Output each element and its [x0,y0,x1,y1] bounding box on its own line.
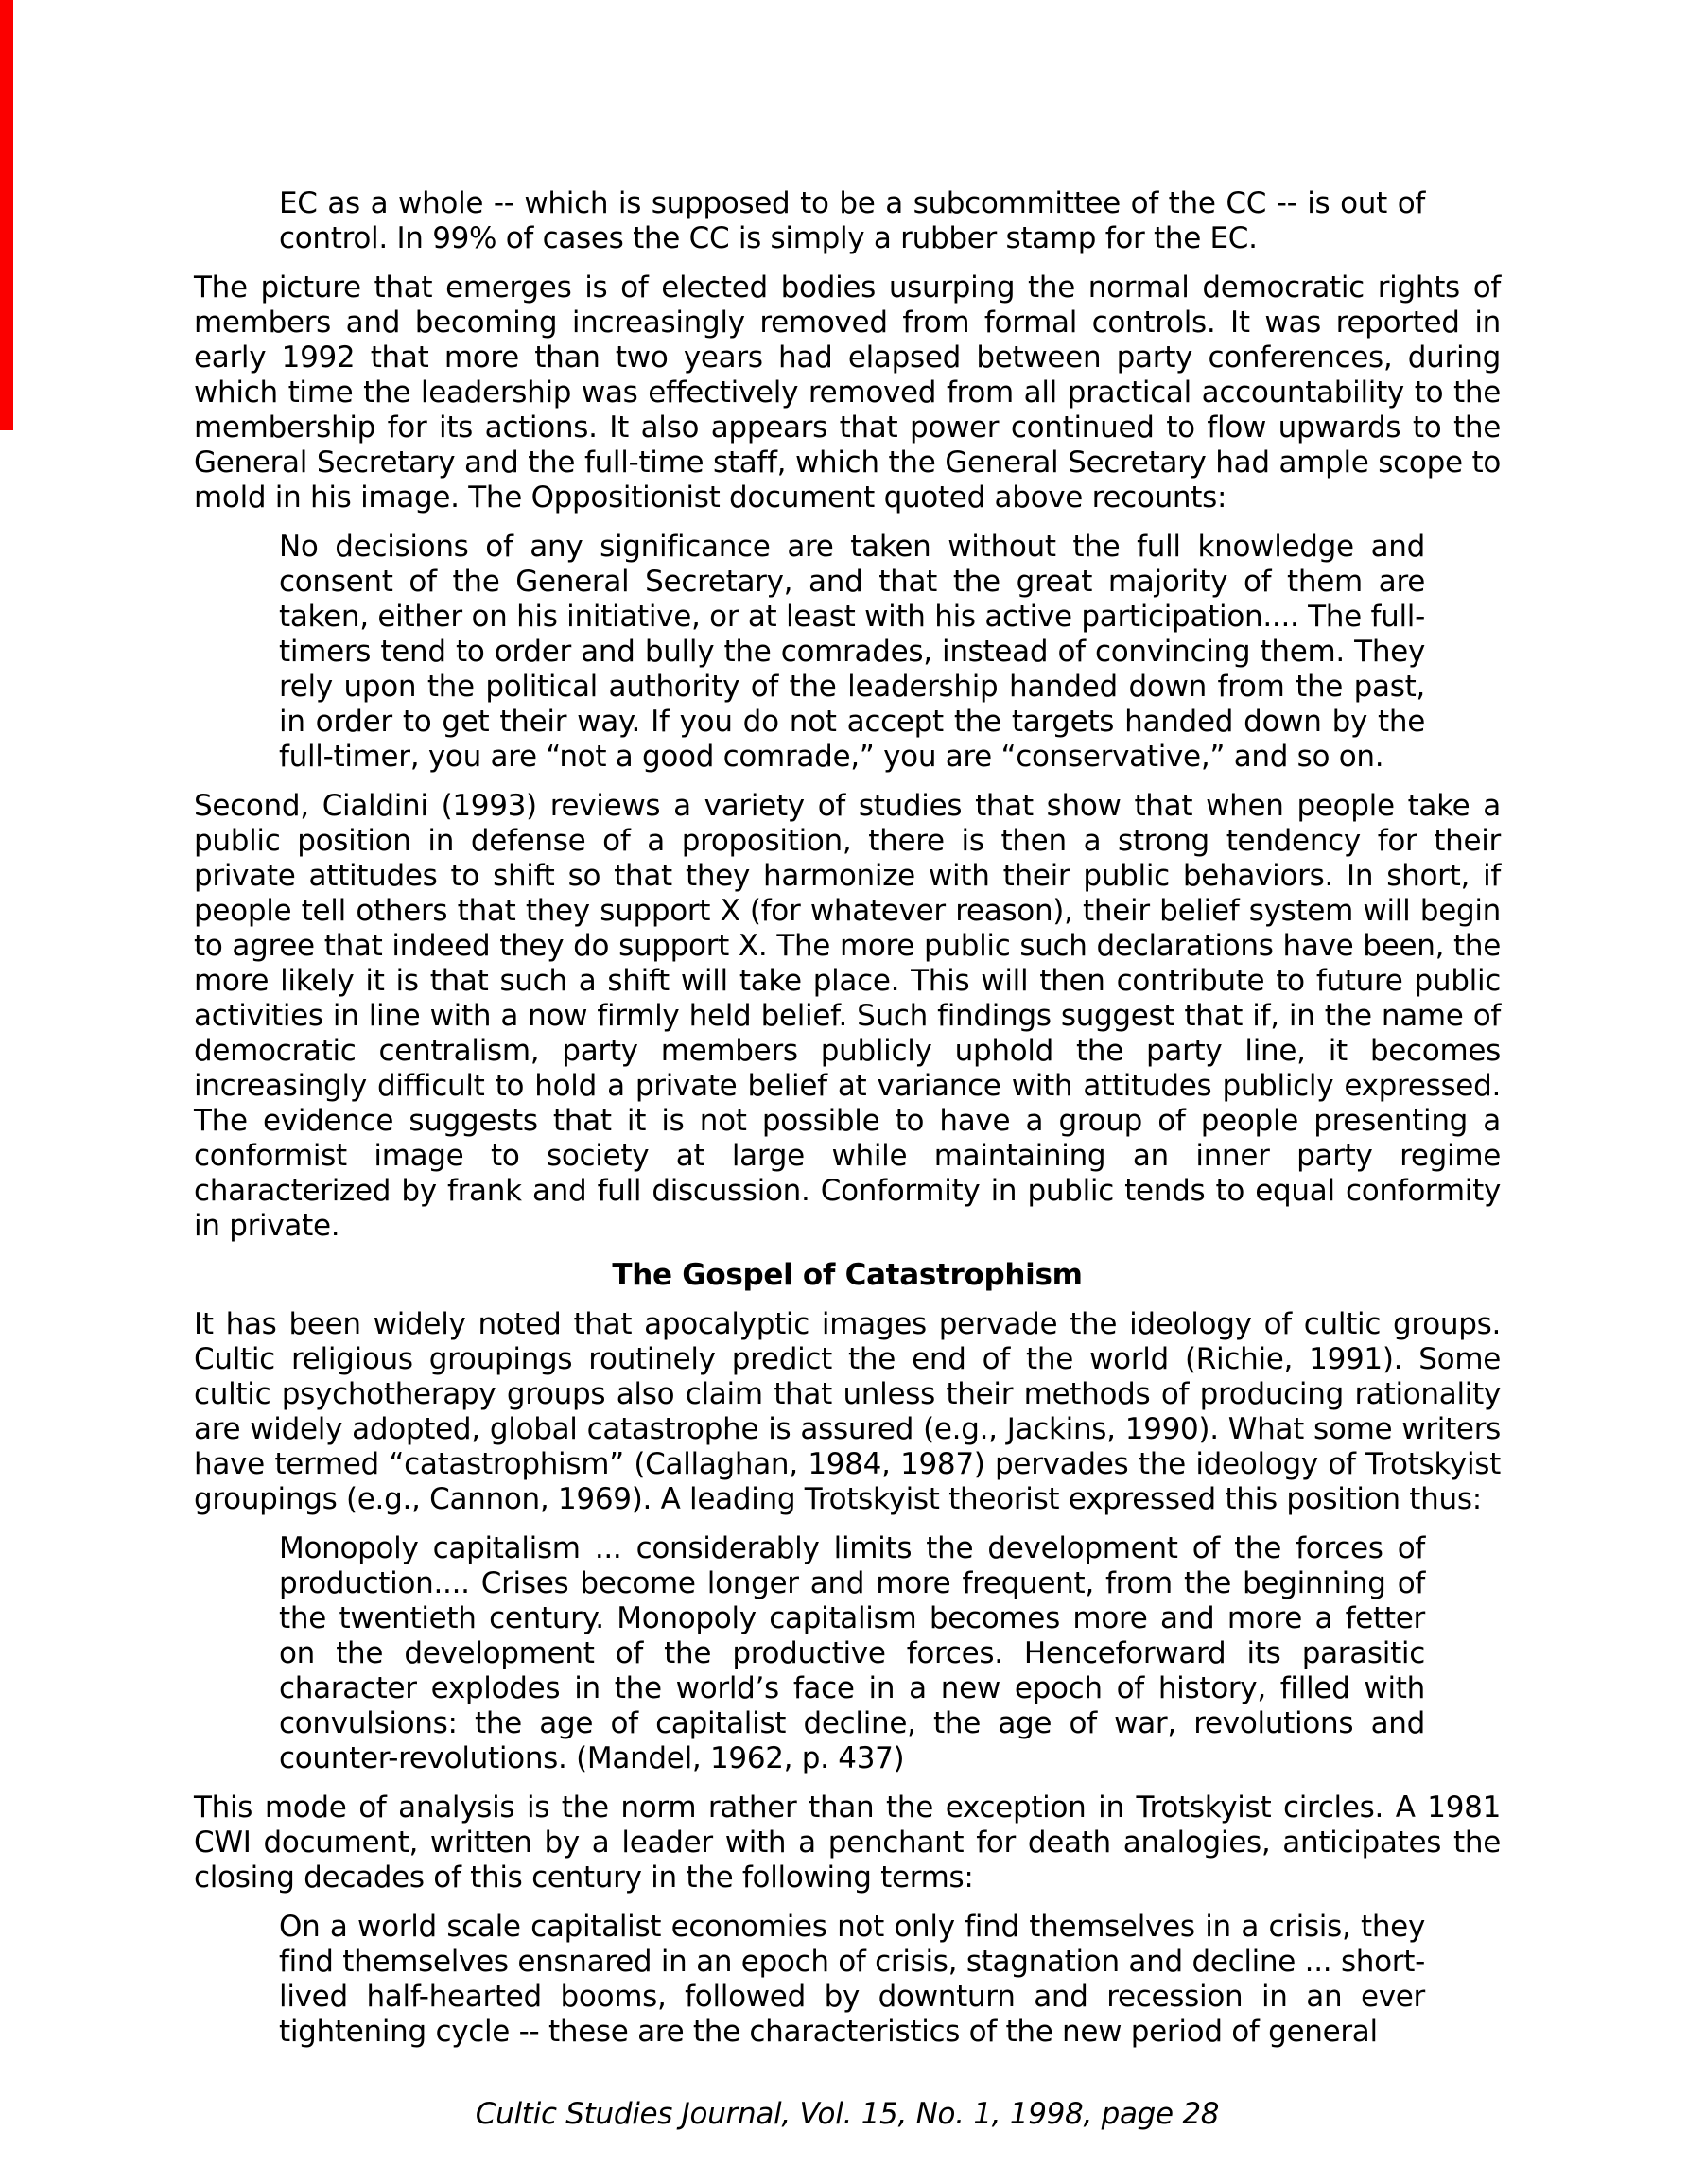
page-footer-journal-citation: Cultic Studies Journal, Vol. 15, No. 1, 1998, page 28 [475,2097,1220,2131]
blockquote-no-decisions: No decisions of any significance are taken without the full knowledge and consent of the General Secretary, and that the great majority of them are taken, either on his initiative, or at least with his active participation.... The full-timers tend to order and bully the comrades, instead of convincing them. They rely upon the political authority of the leadership handed down from the past, in order to get their way. If you do not accept the targets handed down by the full-timer, you are “not a good comrade,” you are “conservative,” and so on. [279,530,1425,774]
paragraph-second-cialdini: Second, Cialdini (1993) reviews a variety of studies that show that when people take a public position in defense of a proposition, there is then a strong tendency for their private attitudes to shift so that they harmonize with their public behaviors. In short, if people tell others that they support X (for whatever reason), their belief system will begin to agree that indeed they do support X. The more public such declarations have been, the more likely it is that such a shift will take place. This will then contribute to future public activities in line with a now firmly held belief. Such findings suggest that if, in the name of democratic centralism, party members publicly uphold the party line, it becomes increasingly difficult to hold a private belief at variance with attitudes publicly expressed. The evidence suggests that it is not possible to have a group of people presenting a conformist image to society at large while maintaining an inner party regime characterized by frank and full discussion. Conformity in public tends to equal conformity in private. [194,789,1501,1243]
paragraph-picture-that-emerges: The picture that emerges is of elected bodies usurping the normal democratic rights of members and becoming increasingly removed from formal controls. It was reported in early 1992 that more than two years had elapsed between party conferences, during which time the leadership was effectively removed from all practical accountability to the membership for its actions. It also appears that power continued to flow upwards to the General Secretary and the full-time staff, which the General Secretary had ample scope to mold in his image. The Oppositionist document quoted above recounts: [194,271,1501,515]
paragraph-mode-of-analysis: This mode of analysis is the norm rather than the exception in Trotskyist circles. A 1981 CWI document, written by a leader with a penchant for death analogies, anticipates the closing decades of this century in the following terms: [194,1791,1501,1895]
blockquote-monopoly-capitalism: Monopoly capitalism ... considerably limits the development of the forces of production.... Crises become longer and more frequent, from the beginning of the twentieth century. Monopoly capitalism becomes more and more a fetter on the development of the productive forces. Henceforward its parasitic character explodes in the world’s face in a new epoch of history, filled with convulsions: the age of capitalist decline, the age of war, revolutions and counter-revolutions. (Mandel, 1962, p. 437) [279,1531,1425,1775]
journal-page [194,186,1501,2132]
blockquote-ec-rubber-stamp: EC as a whole -- which is supposed to be a subcommittee of the CC -- is out of control. In 99% of cases the CC is simply a rubber stamp for the EC. [279,186,1425,255]
red-edge-marker [0,0,13,430]
blockquote-world-scale-crisis: On a world scale capitalist economies not only find themselves in a crisis, they find themselves ensnared in an epoch of crisis, stagnation and decline ... short-lived half-hearted booms, followed by downturn and recession in an ever tightening cycle -- these are the characteristics of the new period of general [279,1910,1425,2049]
section-heading-gospel-of-catastrophism: The Gospel of Catastrophism [612,1258,1083,1292]
paragraph-apocalyptic-images: It has been widely noted that apocalyptic images pervade the ideology of cultic groups. Cultic religious groupings routinely predict the end of the world (Richie, 1991). Some cultic psychotherapy groups also claim that unless their methods of producing rationality are widely adopted, global catastrophe is assured (e.g., Jackins, 1990). What some writers have termed “catastrophism” (Callaghan, 1984, 1987) pervades the ideology of Trotskyist groupings (e.g., Cannon, 1969). A leading Trotskyist theorist expressed this position thus: [194,1307,1501,1516]
